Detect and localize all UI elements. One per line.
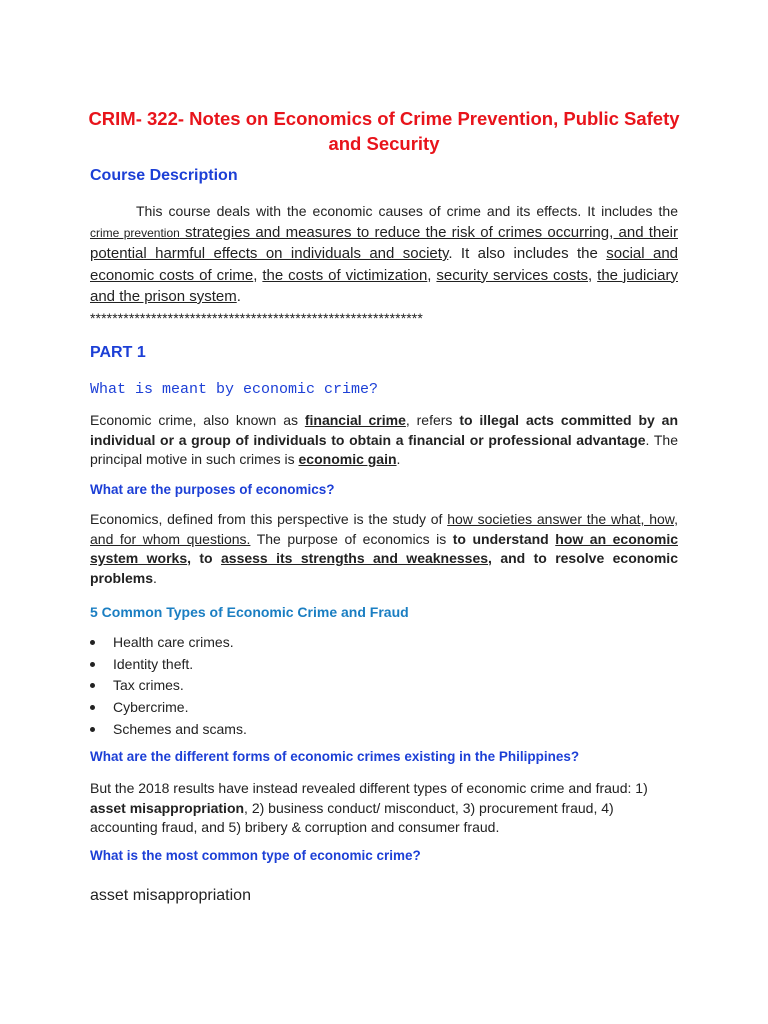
- question-economic-crime: What is meant by economic crime?: [90, 381, 379, 398]
- list-item: [90, 675, 247, 697]
- bullet-icon: [90, 640, 95, 645]
- answer-bold-underlined-seg: how an economic system works: [90, 530, 678, 566]
- answer-bold-underlined-seg: assess its strengths and weaknesses: [221, 550, 489, 566]
- list-item: [90, 719, 247, 741]
- desc-crime-prevention: crime prevention: [90, 225, 180, 240]
- answer-bold-seg: asset misappropriation: [90, 799, 245, 816]
- list-item: [90, 632, 247, 654]
- part-heading: PART 1: [90, 344, 146, 361]
- answer-underlined-seg: how societies answer the what, how, and for whom questions.: [90, 511, 678, 547]
- types-list: [90, 632, 247, 740]
- desc-seg: This course deals with the economic causes of crime and its effects. It includes the: [136, 203, 678, 219]
- answer-seg: . The principal motive in such crimes is: [90, 431, 678, 467]
- bullet-icon: [90, 705, 95, 710]
- desc-underlined-seg: security services costs: [436, 266, 589, 284]
- types-heading: 5 Common Types of Economic Crime and Fraud: [90, 604, 409, 620]
- list-item-label: Health care crimes.: [113, 634, 234, 650]
- desc-seg: . It also includes the: [448, 245, 607, 262]
- separator-line: ************************************************************: [90, 310, 423, 326]
- desc-seg: ,: [253, 266, 263, 284]
- answer-purposes-of-economics: [90, 510, 678, 588]
- list-item-label: Schemes and scams.: [113, 720, 247, 737]
- answer-seg: , refers: [405, 412, 460, 428]
- answer-forms-in-philippines: [90, 779, 678, 838]
- list-item: [90, 654, 247, 676]
- answer-seg: Economics, defined from this perspective is the study of: [90, 511, 448, 527]
- course-description-text: [90, 201, 678, 308]
- question-most-common-type: What is the most common type of economic crime?: [90, 848, 421, 863]
- desc-seg: ,: [588, 266, 598, 284]
- list-item: [90, 697, 247, 719]
- list-item-label: Tax crimes.: [113, 677, 184, 694]
- answer-economic-crime: [90, 411, 678, 470]
- answer-bold-seg: to illegal acts committed by an individual or a group of individuals to obtain a financial or professional advantage: [90, 412, 679, 448]
- answer-seg: , 2) business conduct/ misconduct, 3) procurement fraud, 4) accounting fraud, and 5) bribery & corruption and consumer fraud.: [90, 799, 614, 835]
- term-economic-gain: economic gain: [298, 451, 397, 467]
- answer-seg: Economic crime, also known as: [90, 412, 305, 428]
- answer-seg: .: [396, 451, 401, 467]
- answer-seg: The purpose of economics is: [250, 530, 453, 547]
- desc-underlined-seg: the costs of victimization: [262, 266, 428, 284]
- answer-seg: But the 2018 results have instead revealed different types of economic crime and fraud: 1): [90, 780, 648, 796]
- list-item-label: Cybercrime.: [113, 699, 189, 716]
- question-forms-in-philippines: What are the different forms of economic crimes existing in the Philippines?: [90, 749, 580, 764]
- list-item-label: Identity theft.: [113, 655, 194, 672]
- answer-bold-seg: , to: [187, 550, 221, 566]
- document-title: CRIM- 322- Notes on Economics of Crime Prevention, Public Safety and Security: [88, 108, 680, 154]
- bullet-icon: [90, 662, 95, 667]
- bullet-icon: [90, 727, 95, 732]
- course-description-heading: Course Description: [90, 167, 238, 184]
- bullet-icon: [90, 683, 95, 688]
- desc-underlined-seg: the judiciary and the prison system: [90, 266, 678, 305]
- answer-bold-seg: , and to resolve economic problems: [90, 550, 678, 586]
- desc-underlined-seg: social and economic costs of crime: [90, 245, 679, 284]
- answer-bold-seg: to understand: [452, 530, 556, 547]
- desc-underlined-seg: strategies and measures to reduce the risk of crimes occurring, and their potential harmful effects on individuals and society: [90, 223, 678, 262]
- desc-seg: .: [236, 288, 241, 305]
- term-financial-crime: financial crime: [304, 412, 406, 428]
- answer-most-common-type: asset misappropriation: [90, 887, 251, 904]
- desc-seg: ,: [427, 266, 437, 284]
- answer-seg: .: [153, 569, 157, 586]
- question-purposes-of-economics: What are the purposes of economics?: [90, 482, 335, 497]
